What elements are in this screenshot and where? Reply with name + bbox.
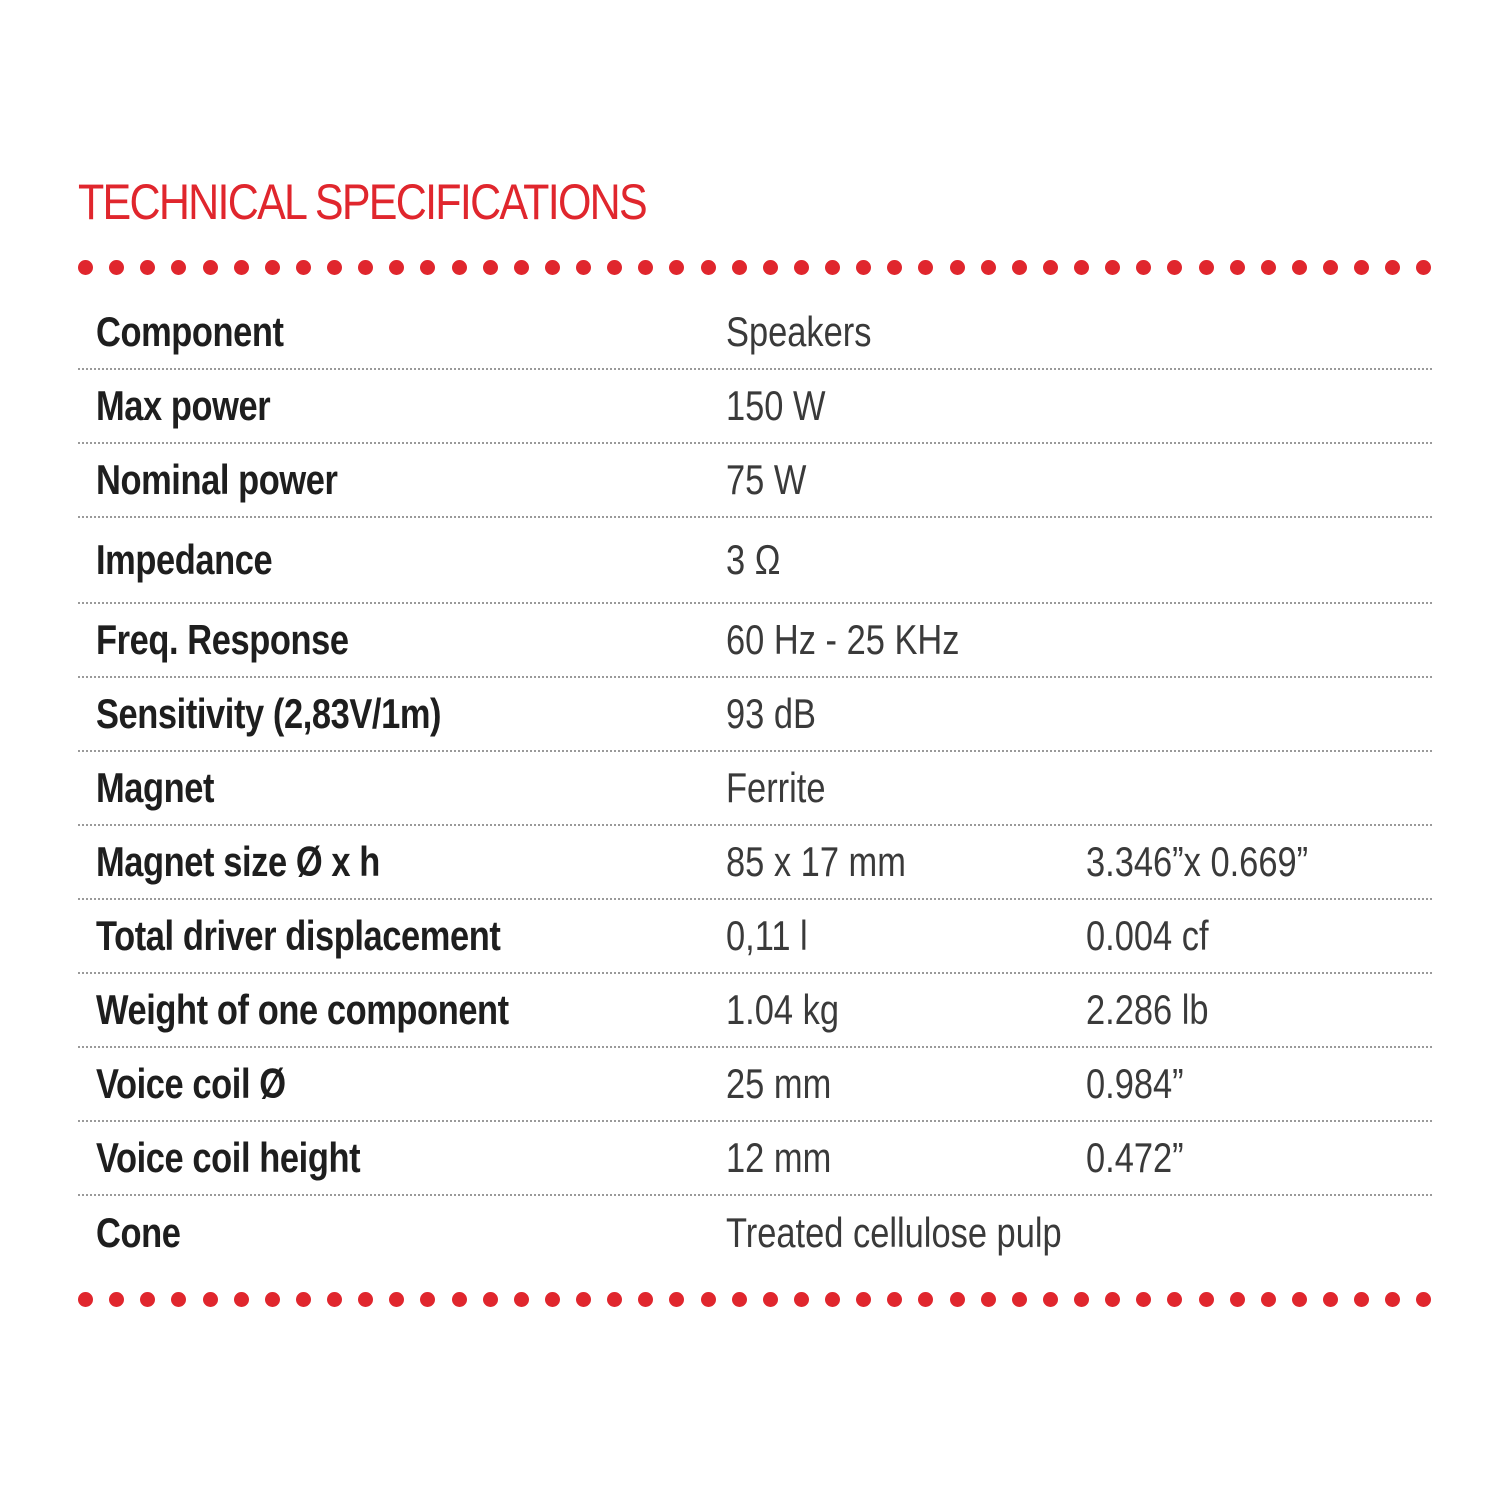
dot	[1012, 260, 1027, 275]
spec-row-freq-response	[78, 604, 1432, 678]
dot	[1230, 260, 1245, 275]
dot	[358, 1292, 373, 1307]
spec-label: Weight of one component	[96, 986, 509, 1033]
dot	[763, 1292, 778, 1307]
dot	[732, 1292, 747, 1307]
dot	[887, 1292, 902, 1307]
dot	[1416, 1292, 1431, 1307]
dot	[140, 260, 155, 275]
dot	[576, 1292, 591, 1307]
dot	[171, 260, 186, 275]
dot	[452, 1292, 467, 1307]
dot	[1323, 260, 1338, 275]
dot	[203, 1292, 218, 1307]
dot	[1043, 260, 1058, 275]
dot	[1199, 1292, 1214, 1307]
dot	[483, 260, 498, 275]
dot	[265, 260, 280, 275]
dot	[1074, 1292, 1089, 1307]
dot	[1385, 1292, 1400, 1307]
dot	[669, 260, 684, 275]
dot	[452, 260, 467, 275]
dot	[576, 260, 591, 275]
dotted-divider-top	[78, 258, 1432, 276]
dot	[981, 1292, 996, 1307]
spec-value-imperial: 2.286 lb	[1086, 986, 1209, 1033]
spec-label: Total driver displacement	[96, 912, 501, 959]
spec-value: 25 mm	[726, 1060, 832, 1107]
dot	[794, 1292, 809, 1307]
spec-label: Voice coil Ø	[96, 1060, 286, 1107]
dot	[109, 260, 124, 275]
spec-label: Sensitivity (2,83V/1m)	[96, 690, 442, 737]
dot	[1292, 260, 1307, 275]
dot	[607, 1292, 622, 1307]
dot	[545, 260, 560, 275]
spec-row-cone	[78, 1196, 1432, 1270]
spec-value: Speakers	[726, 308, 872, 355]
spec-value: Ferrite	[726, 764, 826, 811]
dot	[1292, 1292, 1307, 1307]
dot	[1167, 260, 1182, 275]
dot	[825, 260, 840, 275]
spec-row-nominal-power	[78, 444, 1432, 518]
spec-row-component	[78, 296, 1432, 370]
dot	[420, 1292, 435, 1307]
dot	[887, 260, 902, 275]
spec-value: 85 x 17 mm	[726, 838, 906, 885]
dot	[109, 1292, 124, 1307]
spec-row-weight	[78, 974, 1432, 1048]
dot	[1136, 260, 1151, 275]
spec-value: 3 Ω	[726, 536, 781, 583]
spec-row-voice-coil-height	[78, 1122, 1432, 1196]
spec-row-magnet	[78, 752, 1432, 826]
spec-label: Nominal power	[96, 456, 338, 503]
spec-value: 75 W	[726, 456, 807, 503]
dot	[203, 260, 218, 275]
spec-label: Magnet	[96, 764, 215, 811]
spec-label: Voice coil height	[96, 1134, 361, 1181]
dot	[1199, 260, 1214, 275]
dot	[1261, 260, 1276, 275]
dot	[171, 1292, 186, 1307]
spec-row-impedance	[78, 518, 1432, 604]
dot	[420, 260, 435, 275]
dot	[296, 1292, 311, 1307]
dot	[1385, 260, 1400, 275]
dot	[389, 260, 404, 275]
spec-label: Max power	[96, 382, 271, 429]
dot	[981, 260, 996, 275]
dot	[327, 1292, 342, 1307]
dot	[265, 1292, 280, 1307]
dot	[514, 1292, 529, 1307]
spec-value: 12 mm	[726, 1134, 832, 1181]
dot	[607, 260, 622, 275]
spec-row-voice-coil-diameter	[78, 1048, 1432, 1122]
dot	[1043, 1292, 1058, 1307]
dot	[296, 260, 311, 275]
dot	[327, 260, 342, 275]
spec-table	[78, 296, 1432, 1270]
dot	[763, 260, 778, 275]
dot	[918, 260, 933, 275]
dot	[701, 1292, 716, 1307]
dot	[1074, 260, 1089, 275]
dot	[1012, 1292, 1027, 1307]
dotted-divider-bottom	[78, 1290, 1432, 1308]
page-title: TECHNICAL SPECIFICATIONS	[78, 174, 646, 230]
dot	[514, 260, 529, 275]
dot	[950, 260, 965, 275]
spec-value: 150 W	[726, 382, 826, 429]
dot	[1136, 1292, 1151, 1307]
dot	[78, 1292, 93, 1307]
spec-row-magnet-size	[78, 826, 1432, 900]
dot	[856, 260, 871, 275]
spec-label: Impedance	[96, 536, 273, 583]
dot	[78, 260, 93, 275]
dot	[856, 1292, 871, 1307]
spec-value-imperial: 0.004 cf	[1086, 912, 1209, 959]
dot	[140, 1292, 155, 1307]
spec-label: Cone	[96, 1209, 181, 1256]
spec-label: Magnet size Ø x h	[96, 838, 380, 885]
dot	[950, 1292, 965, 1307]
dot	[825, 1292, 840, 1307]
dot	[483, 1292, 498, 1307]
spec-label: Freq. Response	[96, 616, 349, 663]
dot	[638, 1292, 653, 1307]
spec-value: 0,11 l	[726, 912, 808, 959]
spec-value-imperial: 3.346”x 0.669”	[1086, 838, 1309, 885]
spec-value: 1.04 kg	[726, 986, 839, 1033]
dot	[234, 260, 249, 275]
spec-value-imperial: 0.984”	[1086, 1060, 1184, 1107]
dot	[1167, 1292, 1182, 1307]
spec-value: Treated cellulose pulp	[726, 1209, 1062, 1256]
dot	[358, 260, 373, 275]
dot	[669, 1292, 684, 1307]
dot	[732, 260, 747, 275]
spec-label: Component	[96, 308, 284, 355]
spec-row-max-power	[78, 370, 1432, 444]
dot	[545, 1292, 560, 1307]
spec-value-imperial: 0.472”	[1086, 1134, 1184, 1181]
spec-value: 93 dB	[726, 690, 817, 737]
dot	[638, 260, 653, 275]
dot	[1416, 260, 1431, 275]
dot	[1354, 1292, 1369, 1307]
dot	[794, 260, 809, 275]
dot	[918, 1292, 933, 1307]
dot	[1230, 1292, 1245, 1307]
spec-value: 60 Hz - 25 KHz	[726, 616, 960, 663]
dot	[1105, 260, 1120, 275]
dot	[701, 260, 716, 275]
dot	[1261, 1292, 1276, 1307]
dot	[389, 1292, 404, 1307]
dot	[234, 1292, 249, 1307]
dot	[1323, 1292, 1338, 1307]
dot	[1354, 260, 1369, 275]
dot	[1105, 1292, 1120, 1307]
spec-row-total-driver-displacement	[78, 900, 1432, 974]
spec-row-sensitivity	[78, 678, 1432, 752]
